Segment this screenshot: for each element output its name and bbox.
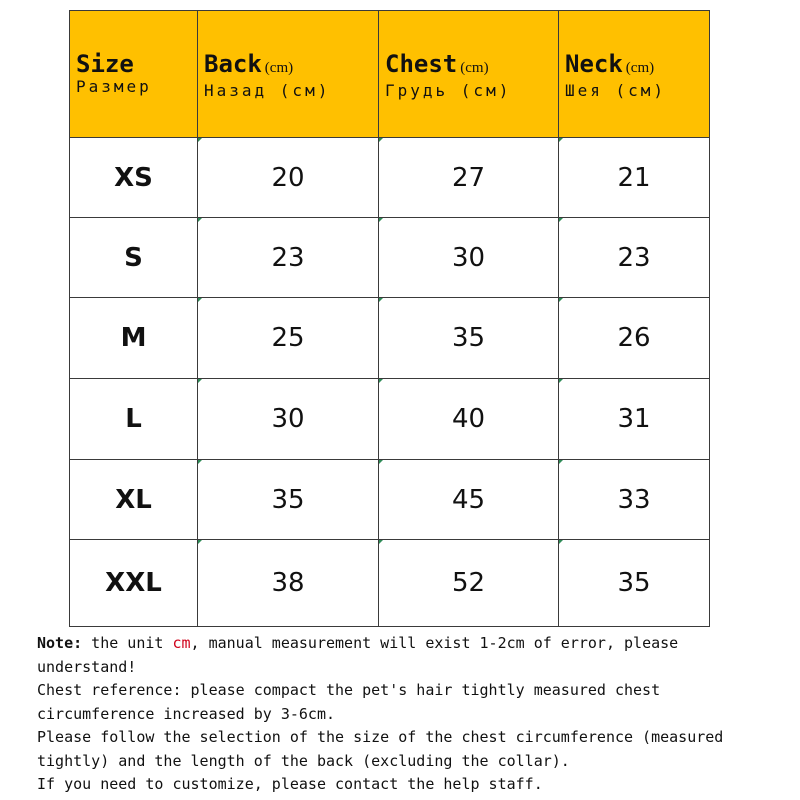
neck-value: 33 — [617, 484, 651, 515]
back-cell — [198, 218, 379, 298]
header-neck — [559, 11, 710, 138]
size-cell: XS — [70, 138, 198, 218]
header-neck-ru: Шея (см) — [565, 81, 667, 100]
neck-cell — [559, 138, 710, 218]
chest-value: 35 — [451, 323, 486, 353]
table-row — [70, 460, 710, 540]
neck-cell — [559, 379, 710, 460]
neck-cell — [559, 540, 710, 627]
neck-value: 31 — [617, 404, 651, 434]
neck-cell — [559, 298, 710, 379]
header-chest-unit: (cm) — [460, 60, 489, 76]
chest-cell — [379, 298, 559, 379]
chest-value: 45 — [451, 484, 486, 515]
header-chest-ru: Грудь (см) — [385, 81, 512, 100]
neck-cell — [559, 218, 710, 298]
chest-reference-note: Chest reference: please compact the pet's hair tightly measured chest circumference increased by 3-6cm. — [37, 681, 661, 723]
chest-cell — [379, 379, 559, 460]
size-chart-table — [69, 10, 710, 627]
size-cell: L — [70, 379, 198, 460]
header-back-unit: (cm) — [264, 60, 294, 76]
note-line-1 — [37, 632, 777, 679]
chest-cell — [379, 540, 559, 627]
back-cell — [198, 138, 379, 218]
note-text-pre: the unit — [82, 634, 173, 652]
chest-cell — [379, 218, 559, 298]
chest-value: 30 — [451, 242, 486, 273]
back-value: 30 — [271, 404, 305, 434]
chest-value: 40 — [451, 404, 486, 434]
back-cell — [198, 298, 379, 379]
header-chest — [379, 11, 559, 138]
neck-value: 26 — [617, 323, 651, 353]
header-back-en: Back — [204, 50, 262, 78]
size-cell: S — [70, 218, 198, 298]
chest-cell — [379, 460, 559, 540]
header-back-ru: Назад (см) — [204, 81, 331, 100]
header-size-ru: Размер — [76, 77, 152, 96]
back-value: 20 — [271, 162, 305, 193]
back-value: 35 — [271, 484, 305, 515]
note-text-post: , manual measurement will exist 1-2cm of error, please understand! — [37, 634, 679, 676]
note-unit: cm — [172, 634, 191, 652]
back-cell — [198, 379, 379, 460]
notes-section — [37, 632, 777, 797]
back-value: 25 — [271, 323, 305, 353]
chest-value: 52 — [451, 568, 486, 598]
back-cell — [198, 540, 379, 627]
header-back — [198, 11, 379, 138]
neck-value: 35 — [617, 568, 651, 598]
back-cell — [198, 460, 379, 540]
header-chest-en: Chest — [385, 50, 458, 78]
table-row — [70, 218, 710, 298]
neck-cell — [559, 460, 710, 540]
table-row — [70, 540, 710, 627]
size-cell: XXL — [70, 540, 198, 627]
table-header-row — [70, 11, 710, 138]
chest-cell — [379, 138, 559, 218]
header-size — [70, 11, 198, 138]
table-row — [70, 379, 710, 460]
note-label: Note: — [37, 634, 83, 652]
table-row — [70, 298, 710, 379]
customize-note: If you need to customize, please contact the help staff. — [37, 775, 543, 793]
table-row — [70, 138, 710, 218]
chest-value: 27 — [451, 162, 486, 193]
header-neck-en: Neck — [565, 50, 623, 78]
neck-value: 23 — [617, 242, 651, 273]
back-value: 38 — [271, 568, 305, 598]
size-cell: M — [70, 298, 198, 379]
size-cell: XL — [70, 460, 198, 540]
header-size-en: Size — [76, 50, 134, 78]
selection-note: Please follow the selection of the size of the chest circumference (measured tightly) and the length of the back (excluding the collar). — [37, 728, 724, 770]
header-neck-unit: (cm) — [625, 60, 655, 76]
back-value: 23 — [271, 242, 305, 273]
neck-value: 21 — [617, 162, 651, 193]
